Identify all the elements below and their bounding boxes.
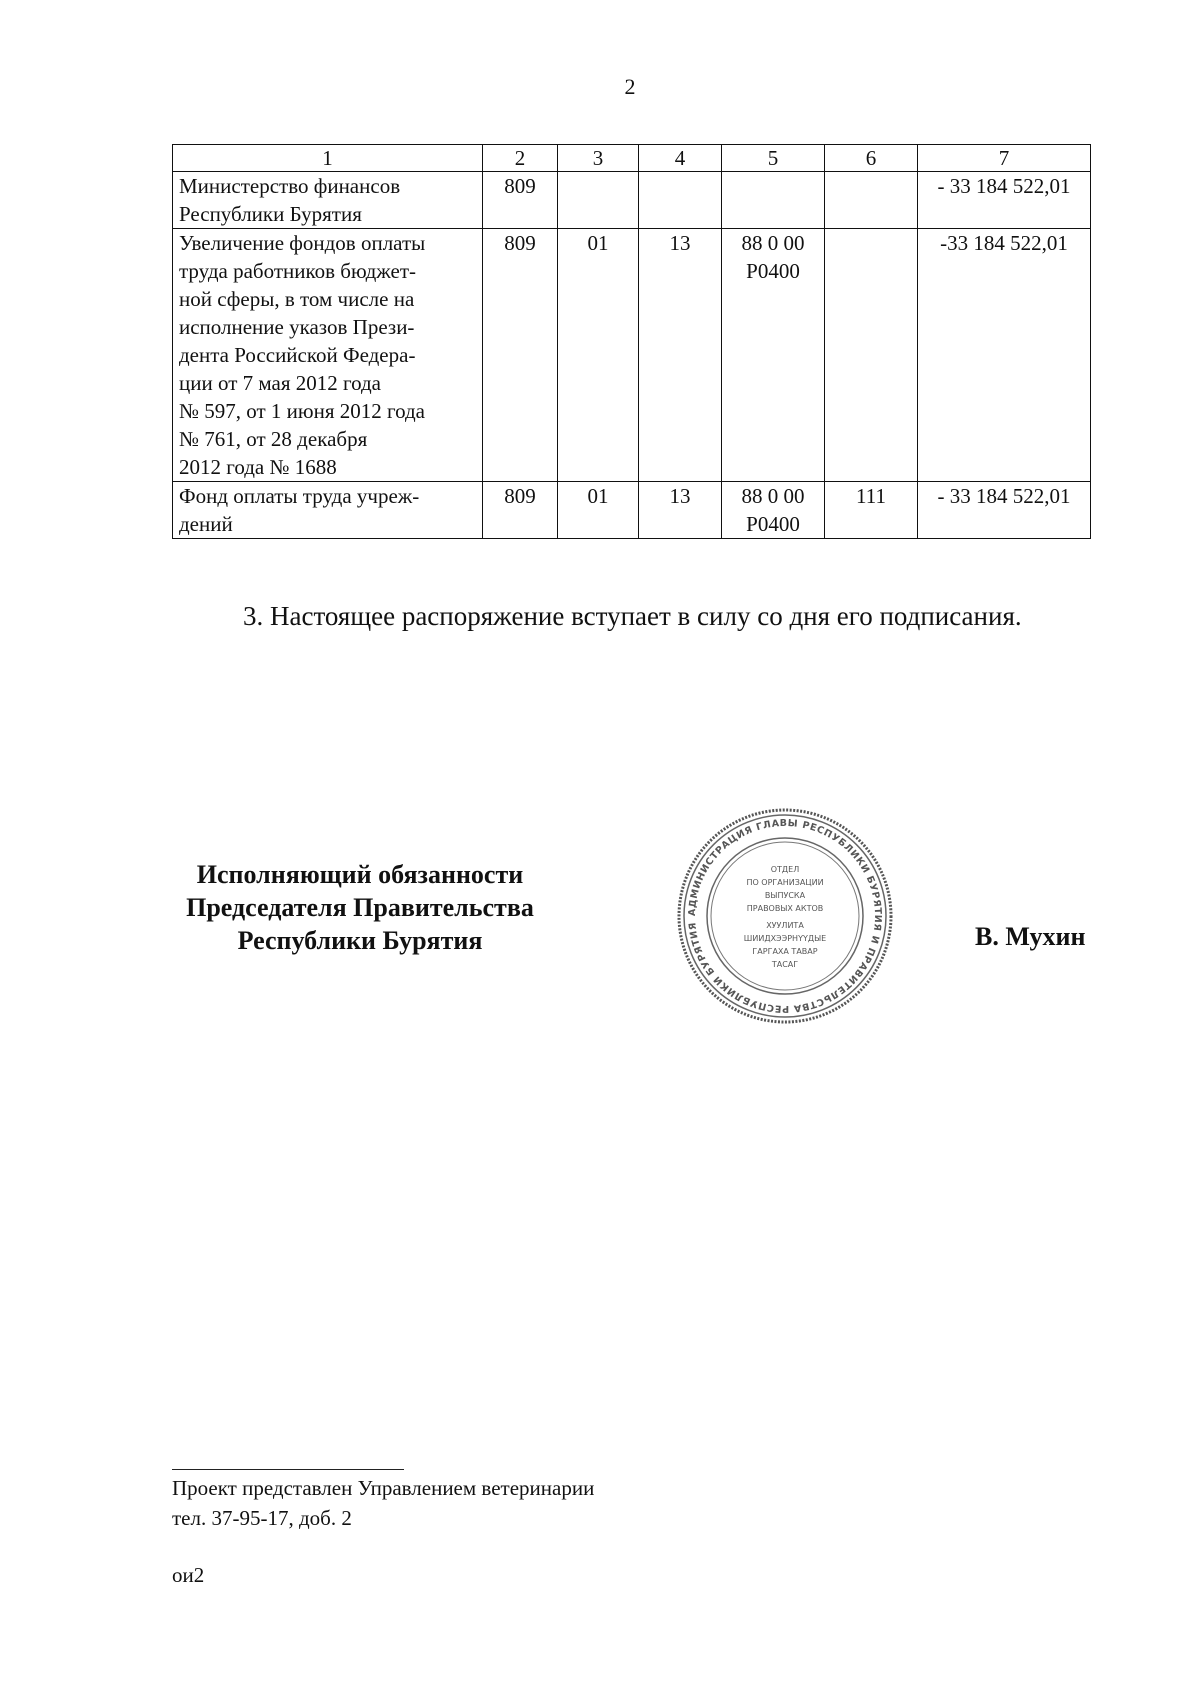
seal-center-line: ХУУЛИТА xyxy=(766,921,804,930)
signer-title-line: Председателя Правительства xyxy=(186,893,534,922)
table-cell: 13 xyxy=(639,229,722,482)
header-cell: 7 xyxy=(918,145,1091,172)
header-cell: 3 xyxy=(558,145,639,172)
row-name-cell: Фонд оплаты труда учреж- дений xyxy=(173,482,483,539)
row-name-cell: Министерство финансов Республики Бурятия xyxy=(173,172,483,229)
page-number: 2 xyxy=(624,74,636,99)
header-cell: 5 xyxy=(722,145,825,172)
amount-cell: - 33 184 522,01 xyxy=(918,172,1091,229)
footnote-divider xyxy=(172,1469,404,1470)
seal-center-line: ПРАВОВЫХ АКТОВ xyxy=(746,904,824,913)
footnote-line: тел. 37-95-17, доб. 2 xyxy=(172,1506,352,1530)
table-cell xyxy=(825,229,918,482)
table-cell: 01 xyxy=(558,229,639,482)
signer-name: В. Мухин xyxy=(975,922,1086,951)
seal-center-line: ВЫПУСКА xyxy=(764,891,806,900)
header-cell: 6 xyxy=(825,145,918,172)
header-cell: 1 xyxy=(173,145,483,172)
table-header-row xyxy=(173,145,1091,172)
table-row xyxy=(173,482,1091,539)
table-cell xyxy=(639,172,722,229)
table-cell: 809 xyxy=(483,229,558,482)
budget-table xyxy=(172,144,1091,539)
table-cell xyxy=(558,172,639,229)
paragraph-3: 3. Настоящее распоряжение вступает в силу со дня его подписания. xyxy=(243,601,1022,631)
header-cell: 2 xyxy=(483,145,558,172)
table-cell: 13 xyxy=(639,482,722,539)
table-cell: 88 0 00 Р0400 xyxy=(722,482,825,539)
table-row xyxy=(173,229,1091,482)
table-cell: 111 xyxy=(825,482,918,539)
svg-text:АДМИНИСТРАЦИЯ ГЛАВЫ РЕСПУБЛИКИ xyxy=(687,818,883,1014)
signer-title-line: Исполняющий обязанности xyxy=(196,860,524,889)
table-cell xyxy=(722,172,825,229)
amount-cell: - 33 184 522,01 xyxy=(918,482,1091,539)
table-cell: 809 xyxy=(483,172,558,229)
signer-title-line: Республики Бурятия xyxy=(237,926,483,955)
seal-center-line: ПО ОРГАНИЗАЦИИ xyxy=(746,878,824,887)
footnote-line: Проект представлен Управлением ветеринарии xyxy=(172,1476,595,1500)
signer-title xyxy=(160,858,560,957)
seal-ring-text: АДМИНИСТРАЦИЯ ГЛАВЫ РЕСПУБЛИКИ БУРЯТИЯ И ПРАВИТЕЛЬСТВА РЕСПУБЛИКИ БУРЯТИЯ xyxy=(686,817,884,1015)
seal-center-line: ОТДЕЛ xyxy=(770,865,800,874)
header-cell: 4 xyxy=(639,145,722,172)
seal-center-line: ШИИДХЭЭРНҮҮДЫЕ xyxy=(743,934,827,943)
footnote xyxy=(172,1473,594,1533)
table-cell: 88 0 00 Р0400 xyxy=(722,229,825,482)
table-cell: 809 xyxy=(483,482,558,539)
table-cell: 01 xyxy=(558,482,639,539)
amount-cell: -33 184 522,01 xyxy=(918,229,1091,482)
document-code: ои2 xyxy=(172,1563,205,1587)
official-seal xyxy=(675,806,895,1026)
table-row xyxy=(173,172,1091,229)
table-cell xyxy=(825,172,918,229)
seal-center-line: ГАРГАХА ТАВАР xyxy=(752,947,818,956)
seal-center-line: ТАСАГ xyxy=(771,960,799,969)
row-name-cell: Увеличение фондов оплаты труда работников бюджет- ной сферы, в том числе на исполнение указов Прези- дента Российской Федера- ции от 7 мая 2012 года № 597, от 1 июня 2012 года № 761, от 28 декабря 2012 года № 1688 xyxy=(173,229,483,482)
